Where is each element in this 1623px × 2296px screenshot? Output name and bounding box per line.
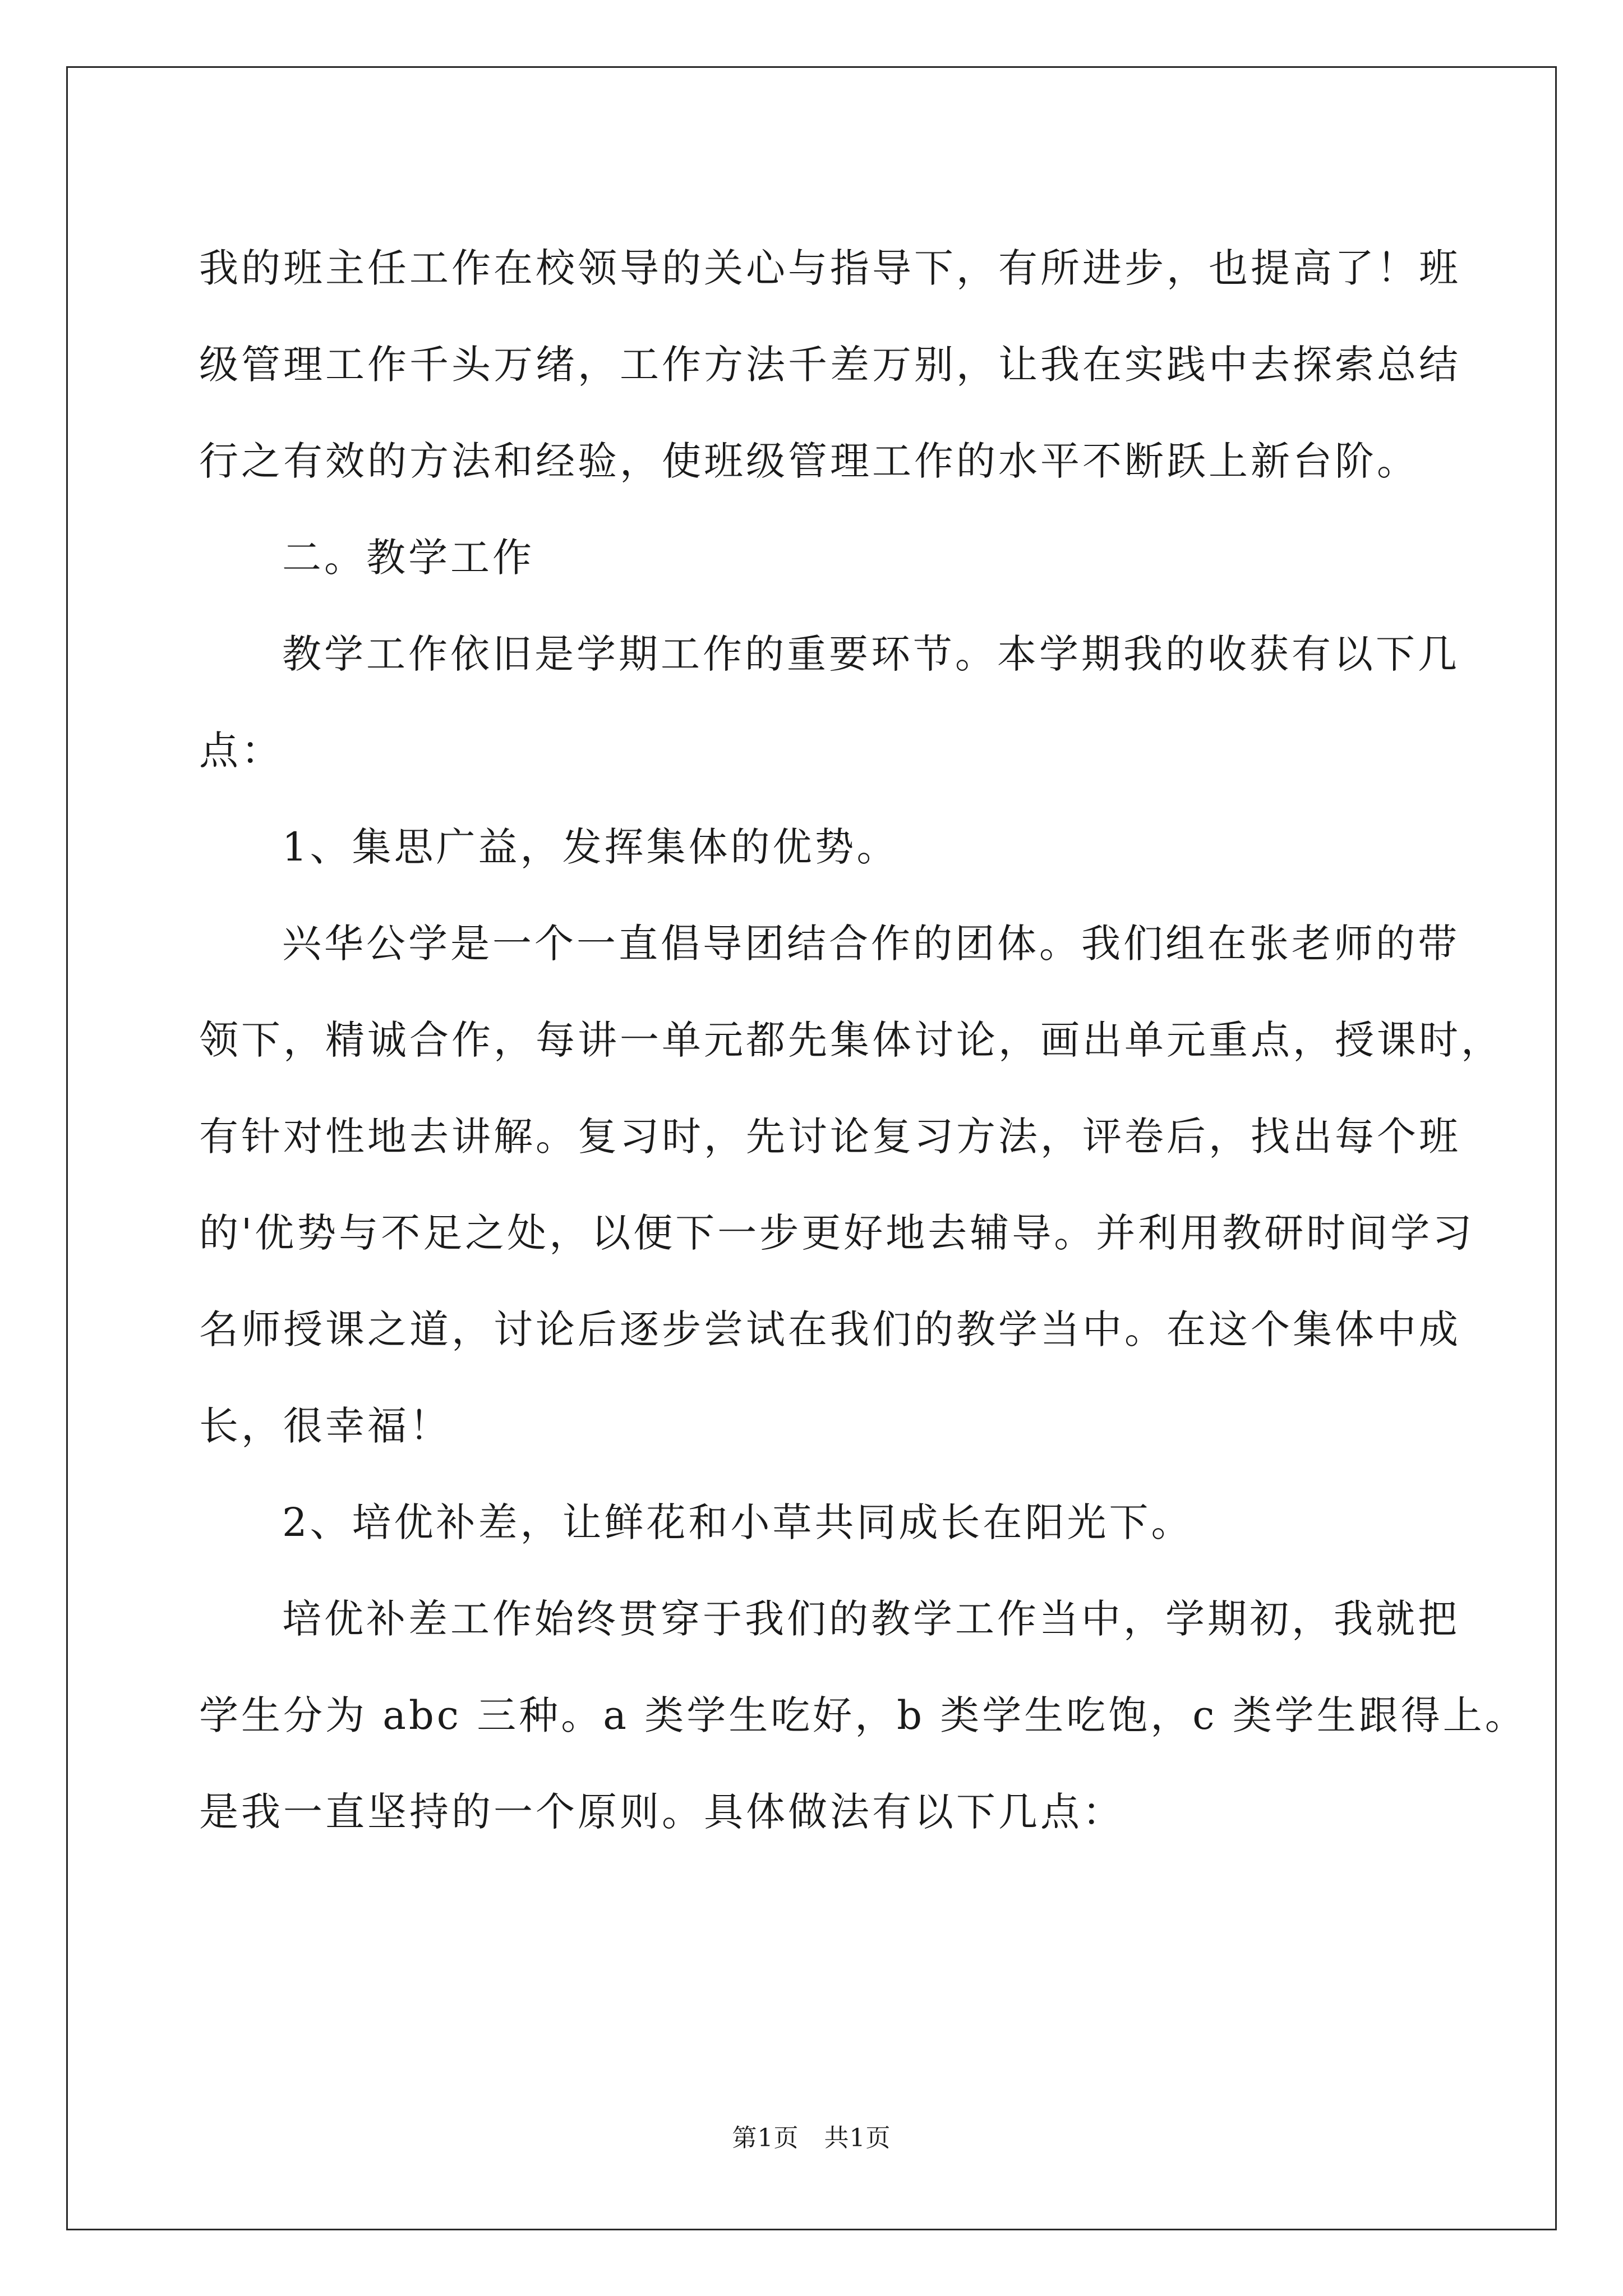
page-number-footer: 第1页 共1页 [732,2124,891,2152]
document-body [199,220,1527,1860]
subheading: 2、培优补差，让鲜花和小草共同成长在阳光下。 [282,1499,1193,1545]
text-line: 我的班主任工作在校领导的关心与指导下，有所进步，也提高了！班 [199,245,1461,291]
text-line: 级管理工作千头万绪，工作方法千差万别，让我在实践中去探索总结 [199,342,1461,388]
text-line: 的'优势与不足之处，以便下一步更好地去辅导。并利用教研时间学习 [199,1210,1475,1256]
text-line: 行之有效的方法和经验，使班级管理工作的水平不断跃上新台阶。 [199,438,1419,484]
subheading: 1、集思广益，发挥集体的优势。 [282,824,899,870]
text-line: 有针对性地去讲解。复习时，先讨论复习方法，评卷后，找出每个班 [199,1114,1461,1159]
section-heading: 二。教学工作 [282,535,534,581]
text-line: 点： [199,728,283,774]
text-line: 长，很幸福！ [199,1403,451,1449]
text-line: 教学工作依旧是学期工作的重要环节。本学期我的收获有以下几 [282,631,1460,677]
text-line: 是我一直坚持的一个原则。具体做法有以下几点： [199,1789,1124,1835]
text-line: 兴华公学是一个一直倡导团结合作的团体。我们组在张老师的带 [282,921,1460,967]
text-line: 培优补差工作始终贯穿于我们的教学工作当中，学期初，我就把 [282,1596,1460,1642]
text-line: 学生分为 abc 三种。a 类学生吃好，b 类学生吃饱，c 类学生跟得上。 [199,1692,1527,1738]
text-line: 领下，精诚合作，每讲一单元都先集体讨论，画出单元重点，授课时， [199,1017,1503,1063]
text-line: 名师授课之道，讨论后逐步尝试在我们的教学当中。在这个集体中成 [199,1306,1461,1352]
